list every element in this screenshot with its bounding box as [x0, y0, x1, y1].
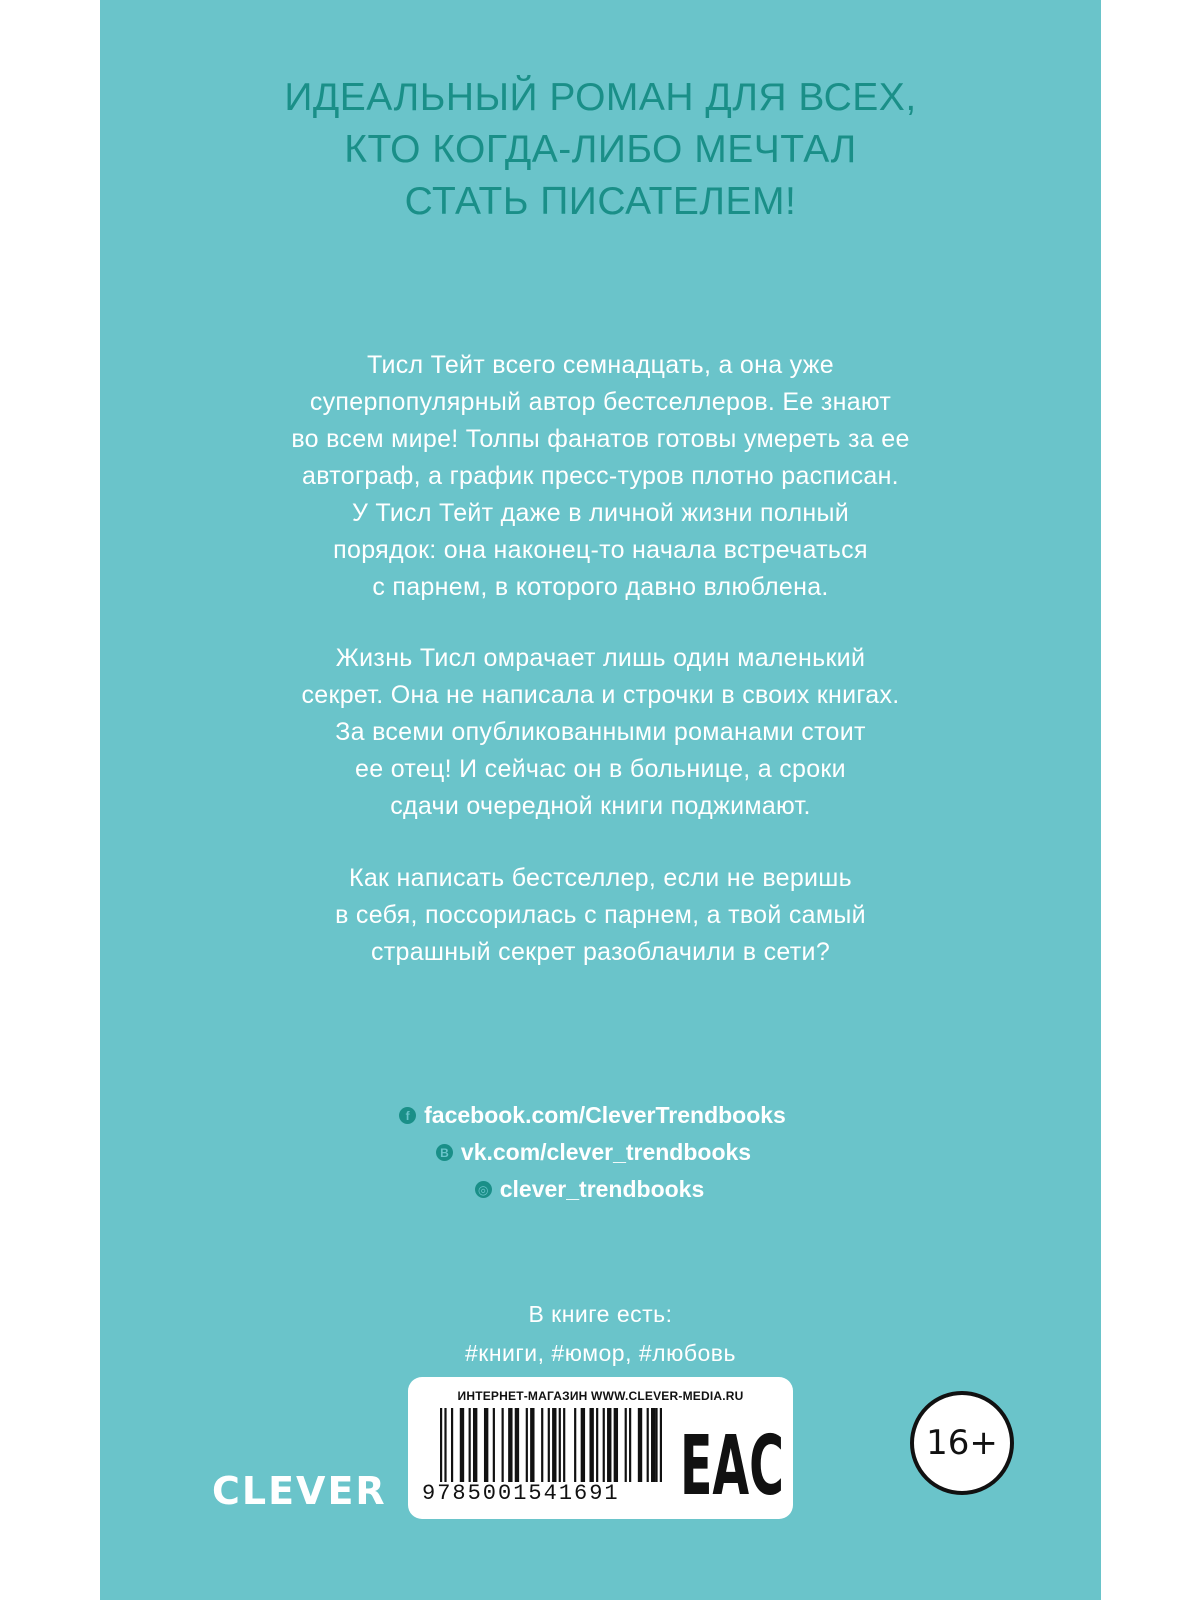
text-line: суперпопулярный автор бестселлеров. Ее знают — [309, 388, 892, 416]
text-line: секрет. Она не написала и строчки в своих книгах. — [301, 681, 900, 709]
barcode-bar — [655, 1408, 657, 1482]
barcode-bar — [638, 1408, 642, 1482]
vk-icon: B — [436, 1144, 453, 1161]
barcode-bar — [530, 1408, 534, 1482]
text-line: во всем мире! Толпы фанатов готовы умереть за ее — [291, 425, 910, 453]
tags-title: В книге есть: — [528, 1301, 673, 1327]
publisher-logo: CLEVER — [212, 1469, 387, 1513]
text-line: страшный секрет разоблачили в сети? — [370, 938, 831, 966]
eac-mark-text: EAC — [680, 1419, 784, 1514]
barcode-bar — [614, 1408, 618, 1482]
text-line: У Тисл Тейт даже в личной жизни полный — [351, 499, 850, 527]
barcode-bar — [548, 1408, 550, 1482]
barcode-bar — [469, 1408, 471, 1482]
barcode-bar — [629, 1408, 631, 1482]
barcode-bar — [541, 1408, 543, 1482]
text-line: За всеми опубликованными романами стоит — [335, 718, 866, 746]
headline-line: ИДЕАЛЬНЫЙ РОМАН ДЛЯ ВСЕХ, — [284, 76, 917, 119]
barcode-label — [408, 1377, 793, 1519]
shop-url: ИНТЕРНЕТ-МАГАЗИН WWW.CLEVER-MEDIA.RU — [457, 1389, 744, 1403]
barcode-bar — [526, 1408, 528, 1482]
headline-line: КТО КОГДА-ЛИБО МЕЧТАЛ — [344, 128, 857, 171]
description-paragraph-3 — [100, 860, 1101, 971]
social-link-vk[interactable] — [86, 1134, 1101, 1171]
text-line: ее отец! И сейчас он в больнице, а сроки — [355, 755, 846, 783]
headline-line: СТАТЬ ПИСАТЕЛЕМ! — [404, 180, 797, 223]
tags-list: #книги, #юмор, #любовь — [464, 1340, 736, 1366]
barcode-bar — [508, 1408, 512, 1482]
barcode-bar — [440, 1408, 442, 1482]
social-link-text: facebook.com/CleverTrendbooks — [424, 1102, 786, 1128]
barcode-bar — [460, 1408, 464, 1482]
text-line: Жизнь Тисл омрачает лишь один маленький — [335, 644, 866, 672]
text-line: автограф, а график пресс-туров плотно расписан. — [302, 462, 899, 490]
barcode-bar — [502, 1408, 504, 1482]
barcode-icon — [436, 1408, 666, 1482]
text-line: с парнем, в которого давно влюблена. — [372, 573, 829, 601]
barcode-bar — [660, 1408, 662, 1482]
barcode-bar — [493, 1408, 495, 1482]
barcode-bar — [596, 1408, 598, 1482]
social-link-facebook[interactable] — [84, 1097, 1101, 1134]
text-line: сдачи очередной книги поджимают. — [390, 792, 811, 820]
social-link-instagram[interactable] — [78, 1171, 1101, 1208]
description-paragraph-1 — [100, 347, 1101, 606]
barcode-bar — [473, 1408, 477, 1482]
barcode-bar — [603, 1408, 605, 1482]
barcode-bar — [581, 1408, 585, 1482]
barcode-bar — [651, 1408, 655, 1482]
text-line: в себя, поссорилась с парнем, а твой самый — [335, 901, 866, 929]
social-link-text: clever_trendbooks — [499, 1176, 705, 1202]
text-line: Как написать бестселлер, если не веришь — [348, 864, 852, 892]
book-back-cover — [100, 0, 1101, 1600]
book-tags — [100, 1295, 1101, 1373]
barcode-bar — [444, 1408, 446, 1482]
barcode-bar — [574, 1408, 576, 1482]
text-line: порядок: она наконец-то начала встречаться — [333, 536, 868, 564]
barcode-bar — [559, 1408, 561, 1482]
eac-mark-icon — [678, 1408, 786, 1514]
description-paragraph-2 — [100, 640, 1101, 825]
text-line: Тисл Тейт всего семнадцать, а она уже — [367, 351, 834, 379]
barcode-bar — [563, 1408, 565, 1482]
barcode-bar — [625, 1408, 627, 1482]
barcode-bar — [647, 1408, 649, 1482]
barcode-bar — [451, 1408, 453, 1482]
facebook-icon: f — [399, 1107, 416, 1124]
age-rating-badge: 16+ — [910, 1391, 1014, 1495]
isbn-number: 9785001541691 — [422, 1481, 620, 1506]
barcode-bar — [484, 1408, 488, 1482]
social-links — [100, 1097, 1101, 1208]
instagram-icon: ◎ — [475, 1181, 492, 1198]
barcode-bar — [552, 1408, 556, 1482]
barcode-bar — [589, 1408, 593, 1482]
headline — [100, 72, 1101, 228]
social-link-text: vk.com/clever_trendbooks — [460, 1139, 752, 1165]
barcode-bar — [607, 1408, 611, 1482]
barcode-bar — [515, 1408, 519, 1482]
